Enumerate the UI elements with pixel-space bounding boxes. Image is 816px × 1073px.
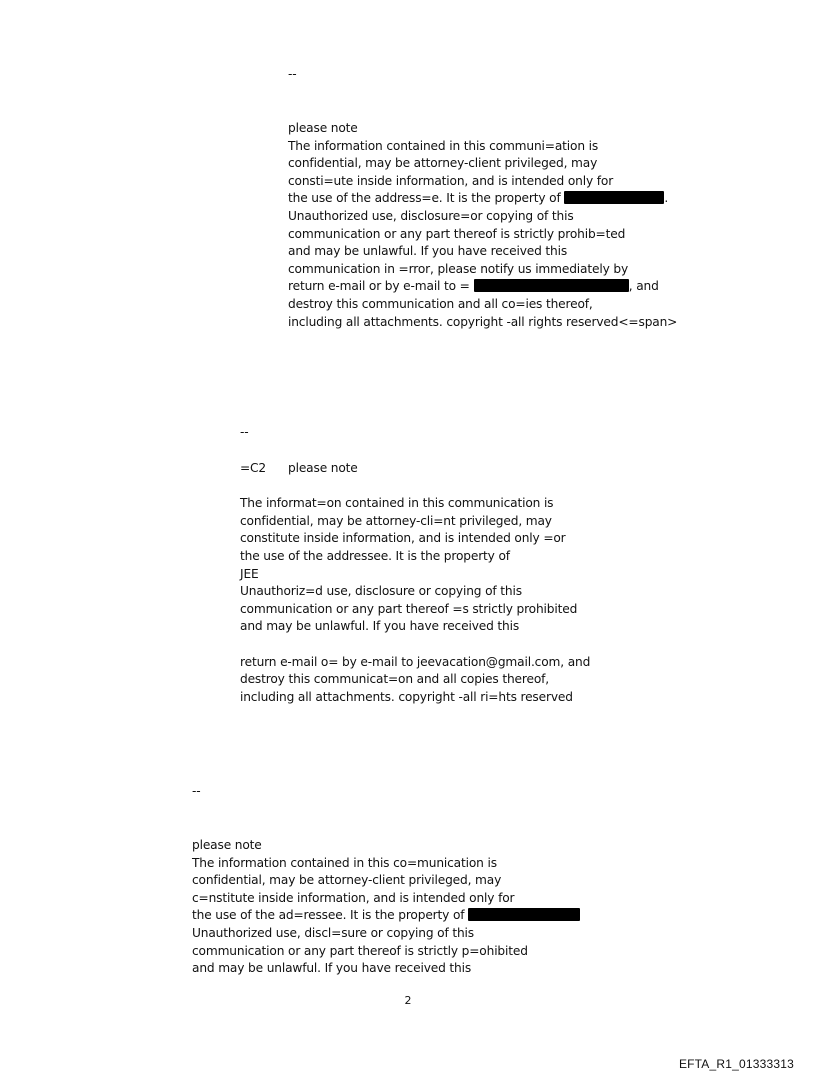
disclaimer-line: c=nstitute inside information, and is intended only for [192,890,515,905]
disclaimer-line: communication or any part thereof is strictly p=ohibited [192,943,528,958]
disclaimer-line: confidential, may be attorney-client privileged, may [288,156,598,171]
disclaimer-line: The information contained in this co=munication is [192,855,497,870]
disclaimer-header: please note [192,838,262,852]
property-text: the use of the ad=ressee. It is the property of [192,908,465,923]
disclaimer-header: please note [288,461,358,475]
disclaimer-line: The informat=on contained in this communication is [240,496,554,511]
disclaimer-line: Unauthorized use, disclosure=or copying of this [288,208,574,223]
disclaimer-block-3 [192,837,580,978]
email-text-end: , and [628,279,659,294]
disclaimer-block-1 [288,120,677,331]
disclaimer-header-row [240,460,590,478]
disclaimer-line: consti=ute inside information, and is intended only for [288,173,614,188]
disclaimer-header: please note [288,121,358,135]
redaction-bar [468,908,580,921]
disclaimer-line: destroy this communication and all co=ies thereof, [288,296,593,311]
spacer [240,478,590,496]
email-quote-block-2 [240,424,249,442]
email-quote-block-3 [192,783,201,801]
disclaimer-line: and may be unlawful. If you have received this [192,961,472,976]
period: . [664,191,669,206]
disclaimer-line [288,278,677,296]
disclaimer-line: including all attachments. copyright -all ri=hts reserved [240,689,573,704]
disclaimer-line: constitute inside information, and is intended only =or [240,531,566,546]
disclaimer-line: Unauthorized use, discl=sure or copying of this [192,925,474,940]
disclaimer-line: and may be unlawful. If you have received this [288,244,568,259]
disclaimer-line: JEE [240,566,259,581]
disclaimer-line [288,190,677,208]
spacer [240,636,590,654]
document-id: EFTA_R1_01333313 [678,1057,794,1071]
disclaimer-block-2 [240,460,590,706]
disclaimer-line: and may be unlawful. If you have received this [240,619,520,634]
disclaimer-line: Unauthoriz=d use, disclosure or copying of this [240,584,522,599]
redaction-bar [564,191,664,204]
disclaimer-line: the use of the addressee. It is the property of [240,548,510,563]
disclaimer-line: including all attachments. copyright -all rights reserved<=span> [288,314,678,329]
disclaimer-line: confidential, may be attorney-cli=nt privileged, may [240,513,552,528]
property-text: the use of the address=e. It is the property of [288,191,561,206]
separator: -- [240,425,249,439]
disclaimer-line: destroy this communicat=on and all copies thereof, [240,672,549,687]
page-number: 2 [404,994,412,1007]
disclaimer-line: communication or any part thereof =s strictly prohibited [240,601,578,616]
disclaimer-line: confidential, may be attorney-client privileged, may [192,873,502,888]
email-quote-block-1 [288,66,297,84]
disclaimer-line: The information contained in this communi=ation is [288,138,599,153]
c2-label: =C2 [240,461,267,475]
disclaimer-line: communication in =rror, please notify us immediately by [288,261,629,276]
disclaimer-line [192,907,580,925]
separator: -- [192,784,201,798]
redaction-bar [474,279,629,292]
separator: -- [288,67,297,81]
disclaimer-line: communication or any part thereof is strictly prohib=ted [288,226,626,241]
email-text: return e-mail or by e-mail to = [288,279,470,294]
disclaimer-line: return e-mail o= by e-mail to jeevacation@gmail.com, and [240,654,591,669]
